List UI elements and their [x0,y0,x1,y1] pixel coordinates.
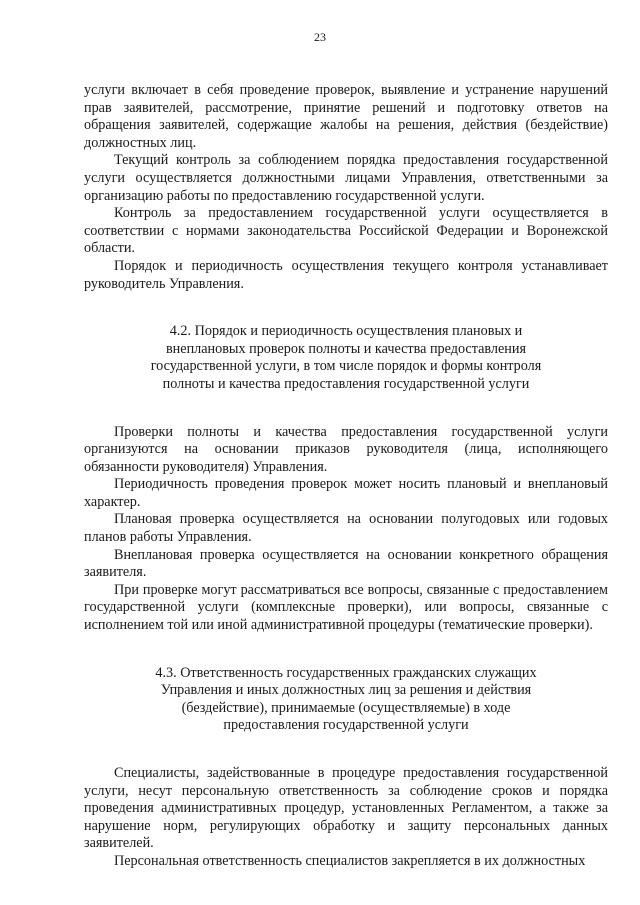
paragraph: Контроль за предоставлением государственной услуги осуществляется в соответствии с нормами законодательства Российской Федерации и Воронежской области. [84,205,608,257]
document-body [84,82,608,871]
heading-line: внеплановых проверок полноты и качества предоставления [165,340,526,357]
heading-line: (бездействие), принимаемые (осуществляемые) в ходе [181,699,511,716]
paragraph: Внеплановая проверка осуществляется на основании конкретного обращения заявителя. [84,546,608,581]
paragraph: Плановая проверка осуществляется на основании полугодовых или годовых планов работы Управления. [84,511,608,546]
paragraph: Текущий контроль за соблюдением порядка предоставления государственной услуги осуществляется должностными лицами Управления, ответственными за организацию работы по предоставлению государственной услуги. [84,152,608,204]
page-number: 23 [314,30,326,44]
heading-line: Управления и иных должностных лиц за решения и действия [160,682,532,699]
heading-line: предоставления государственной услуги [223,717,469,734]
paragraph: услуги включает в себя проведение проверок, выявление и устранение нарушений прав заявителей, рассмотрение, принятие решений и подготовку ответов на обращения заявителей, содержащие жалобы на решения, действия (бездействие) должностных лиц. [84,82,608,151]
paragraph: Проверки полноты и качества предоставления государственной услуги организуются на основании приказов руководителя (лица, исполняющего обязанности руководителя) Управления. [84,423,608,475]
section-heading-4-3 [84,665,608,735]
heading-line: 4.2. Порядок и периодичность осуществления плановых и [169,323,523,340]
section-heading-4-2 [84,323,608,393]
paragraph: При проверке могут рассматриваться все вопросы, связанные с предоставлением государственной услуги (комплексные проверки), или вопросы, связанные с исполнением той или иной административной процедуры (тематические проверки). [84,581,608,634]
heading-line: государственной услуги, в том числе порядок и формы контроля [150,358,542,375]
paragraph: Специалисты, задействованные в процедуре предоставления государственной услуги, несут персональную ответственность за соблюдение сроков и порядка проведения административных процедур, установленных Регламентом, а также за нарушение норм, регулирующих обработку и защиту персональных данных заявителей. [84,765,608,852]
heading-line: полноты и качества предоставления государственной услуги [162,375,530,392]
paragraph: Периодичность проведения проверок может носить плановый и внеплановый характер. [84,476,608,510]
heading-line: 4.3. Ответственность государственных гражданских служащих [155,664,537,681]
paragraph: Персональная ответственность специалистов закрепляется в их должностных [114,852,586,869]
paragraph: Порядок и периодичность осуществления текущего контроля устанавливает руководитель Управления. [84,257,608,292]
